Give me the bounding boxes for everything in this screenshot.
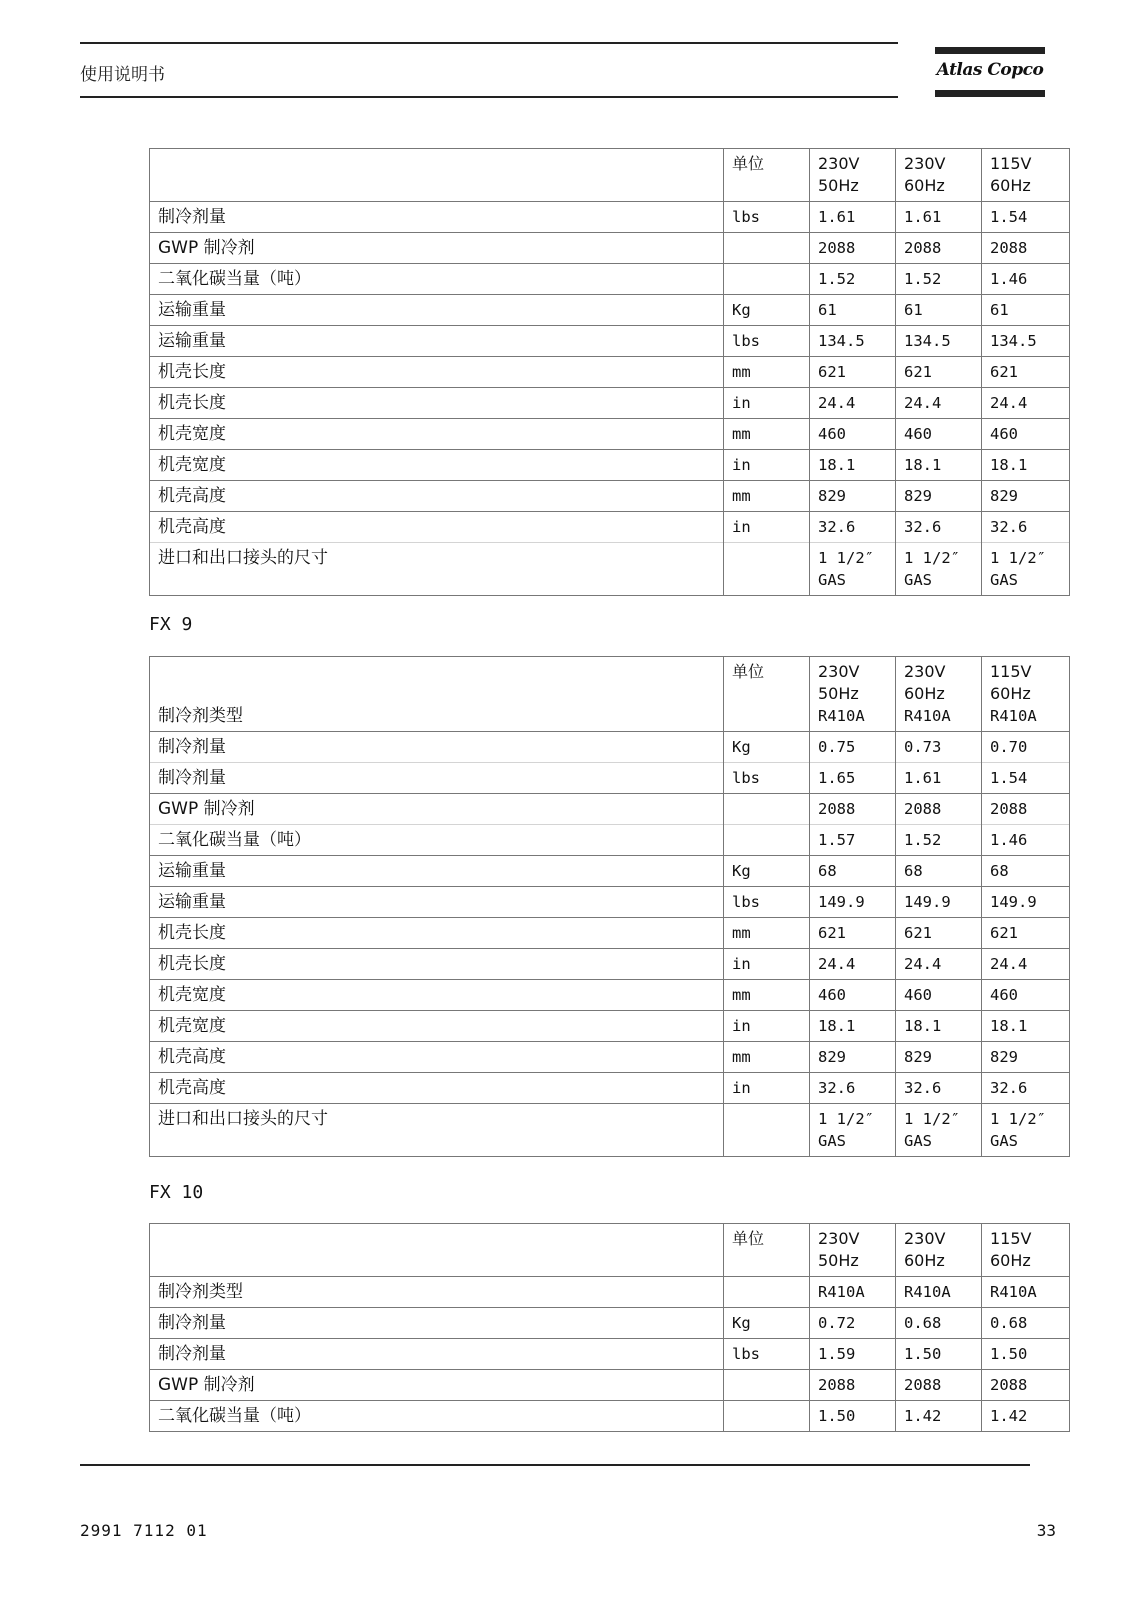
row-unit: lbs xyxy=(724,326,810,357)
atlas-copco-logo: Atlas Copco xyxy=(935,47,1045,101)
value-115v-60hz: 24.4 xyxy=(982,949,1070,980)
value-230v-60hz: 621 xyxy=(896,357,982,388)
row-label: 二氧化碳当量（吨） xyxy=(150,1401,724,1432)
value-230v-60hz: 18.1 xyxy=(896,1011,982,1042)
row-label: GWP 制冷剂 xyxy=(150,794,724,825)
document-number: 2991 7112 01 xyxy=(80,1521,208,1540)
row-label: 机壳高度 xyxy=(150,481,724,512)
row-label: 二氧化碳当量（吨） xyxy=(150,825,724,856)
row-label: 制冷剂类型 xyxy=(150,1277,724,1308)
row-unit: in xyxy=(724,1073,810,1104)
value-230v-50hz: 32.6 xyxy=(810,512,896,543)
row-label: GWP 制冷剂 xyxy=(150,1370,724,1401)
value-230v-50hz: 61 xyxy=(810,295,896,326)
table-row xyxy=(150,357,1070,388)
value-115v-60hz: 1.50 xyxy=(982,1339,1070,1370)
row-unit: Kg xyxy=(724,295,810,326)
column-header-230v-50hz: 230V 50Hz xyxy=(810,1224,896,1277)
table-row xyxy=(150,1042,1070,1073)
value-115v-60hz: 1.54 xyxy=(982,763,1070,794)
value-230v-60hz: 460 xyxy=(896,419,982,450)
row-unit: mm xyxy=(724,357,810,388)
value-230v-50hz: 1 1/2″ GAS xyxy=(810,1104,896,1157)
value-115v-60hz: 1 1/2″ GAS xyxy=(982,543,1070,596)
value-230v-60hz: 61 xyxy=(896,295,982,326)
value-230v-50hz: 2088 xyxy=(810,1370,896,1401)
row-unit: in xyxy=(724,512,810,543)
table-row xyxy=(150,1401,1070,1432)
value-230v-50hz: 460 xyxy=(810,980,896,1011)
value-230v-60hz: 2088 xyxy=(896,1370,982,1401)
table-row xyxy=(150,856,1070,887)
table-row xyxy=(150,887,1070,918)
row-unit xyxy=(724,264,810,295)
value-230v-60hz: 1.42 xyxy=(896,1401,982,1432)
value-115v-60hz: 1.54 xyxy=(982,202,1070,233)
row-label: GWP 制冷剂 xyxy=(150,233,724,264)
value-230v-50hz: 1.65 xyxy=(810,763,896,794)
value-230v-60hz: 1 1/2″ GAS xyxy=(896,543,982,596)
row-label: 进口和出口接头的尺寸 xyxy=(150,543,724,596)
column-header-230v-60hz: 230V 60Hz xyxy=(896,1224,982,1277)
value-230v-50hz: 18.1 xyxy=(810,450,896,481)
value-115v-60hz: 149.9 xyxy=(982,887,1070,918)
row-label: 制冷剂量 xyxy=(150,1339,724,1370)
row-label: 机壳长度 xyxy=(150,388,724,419)
table-row xyxy=(150,1370,1070,1401)
value-115v-60hz: 1.42 xyxy=(982,1401,1070,1432)
value-115v-60hz: 621 xyxy=(982,357,1070,388)
value-115v-60hz: 2088 xyxy=(982,794,1070,825)
row-label: 机壳宽度 xyxy=(150,980,724,1011)
row-unit: mm xyxy=(724,980,810,1011)
value-230v-60hz: 1 1/2″ GAS xyxy=(896,1104,982,1157)
row-unit: mm xyxy=(724,481,810,512)
column-header-230v-50hz: 230V 50Hz R410A xyxy=(810,657,896,732)
section-title-fx10: FX 10 xyxy=(149,1182,204,1203)
table-row xyxy=(150,1073,1070,1104)
value-230v-50hz: 460 xyxy=(810,419,896,450)
row-unit xyxy=(724,794,810,825)
value-115v-60hz: 1.46 xyxy=(982,264,1070,295)
value-230v-50hz: 829 xyxy=(810,481,896,512)
row-unit xyxy=(724,233,810,264)
value-230v-50hz: 1.59 xyxy=(810,1339,896,1370)
table-row xyxy=(150,1339,1070,1370)
value-230v-50hz: R410A xyxy=(810,1277,896,1308)
value-115v-60hz: 829 xyxy=(982,1042,1070,1073)
value-230v-60hz: 460 xyxy=(896,980,982,1011)
value-115v-60hz: 68 xyxy=(982,856,1070,887)
row-unit xyxy=(724,543,810,596)
row-label: 运输重量 xyxy=(150,856,724,887)
value-230v-60hz: R410A xyxy=(896,1277,982,1308)
value-230v-50hz: 1 1/2″ GAS xyxy=(810,543,896,596)
value-230v-50hz: 0.75 xyxy=(810,732,896,763)
row-label: 进口和出口接头的尺寸 xyxy=(150,1104,724,1157)
row-unit xyxy=(724,825,810,856)
table-row xyxy=(150,295,1070,326)
row-unit: Kg xyxy=(724,732,810,763)
row-label: 运输重量 xyxy=(150,326,724,357)
value-230v-60hz: 149.9 xyxy=(896,887,982,918)
spec-table-1 xyxy=(149,148,1070,596)
footer-rule xyxy=(80,1464,1030,1466)
table-row xyxy=(150,450,1070,481)
row-unit xyxy=(724,1104,810,1157)
value-115v-60hz: 18.1 xyxy=(982,450,1070,481)
value-115v-60hz: 829 xyxy=(982,481,1070,512)
column-header-230v-50hz: 230V 50Hz xyxy=(810,149,896,202)
value-115v-60hz: 621 xyxy=(982,918,1070,949)
row-label: 机壳高度 xyxy=(150,512,724,543)
value-230v-50hz: 621 xyxy=(810,918,896,949)
table-header-row xyxy=(150,657,1070,732)
refrigerant-type-label: 制冷剂类型 xyxy=(150,657,724,732)
value-230v-60hz: 68 xyxy=(896,856,982,887)
value-230v-50hz: 18.1 xyxy=(810,1011,896,1042)
header-blank-cell xyxy=(150,1224,724,1277)
row-unit: lbs xyxy=(724,887,810,918)
table-row xyxy=(150,949,1070,980)
table-row xyxy=(150,1104,1070,1157)
value-230v-60hz: 134.5 xyxy=(896,326,982,357)
value-115v-60hz: 2088 xyxy=(982,233,1070,264)
table-row xyxy=(150,1308,1070,1339)
value-115v-60hz: 32.6 xyxy=(982,512,1070,543)
value-115v-60hz: 24.4 xyxy=(982,388,1070,419)
row-unit: mm xyxy=(724,918,810,949)
value-230v-60hz: 0.68 xyxy=(896,1308,982,1339)
row-label: 机壳宽度 xyxy=(150,419,724,450)
row-unit xyxy=(724,1401,810,1432)
value-230v-60hz: 1.52 xyxy=(896,264,982,295)
refrigerant-type-value: R410A xyxy=(818,707,865,725)
value-230v-50hz: 1.50 xyxy=(810,1401,896,1432)
value-115v-60hz: 0.68 xyxy=(982,1308,1070,1339)
value-230v-60hz: 1.61 xyxy=(896,202,982,233)
table-header-row xyxy=(150,1224,1070,1277)
value-230v-50hz: 149.9 xyxy=(810,887,896,918)
row-unit: lbs xyxy=(724,763,810,794)
table-row xyxy=(150,264,1070,295)
table-row xyxy=(150,233,1070,264)
value-230v-60hz: 0.73 xyxy=(896,732,982,763)
row-unit: in xyxy=(724,949,810,980)
value-115v-60hz: R410A xyxy=(982,1277,1070,1308)
table-row xyxy=(150,481,1070,512)
value-230v-50hz: 0.72 xyxy=(810,1308,896,1339)
value-230v-60hz: 829 xyxy=(896,481,982,512)
value-230v-60hz: 621 xyxy=(896,918,982,949)
value-230v-60hz: 1.50 xyxy=(896,1339,982,1370)
value-230v-60hz: 2088 xyxy=(896,233,982,264)
table-row xyxy=(150,543,1070,596)
row-unit: lbs xyxy=(724,202,810,233)
value-230v-60hz: 32.6 xyxy=(896,512,982,543)
row-unit: in xyxy=(724,388,810,419)
row-unit: in xyxy=(724,1011,810,1042)
value-230v-50hz: 32.6 xyxy=(810,1073,896,1104)
refrigerant-type-value: R410A xyxy=(904,707,951,725)
spec-table-fx10 xyxy=(149,1223,1070,1432)
row-unit xyxy=(724,1277,810,1308)
row-label: 机壳高度 xyxy=(150,1073,724,1104)
value-115v-60hz: 1 1/2″ GAS xyxy=(982,1104,1070,1157)
value-230v-60hz: 24.4 xyxy=(896,388,982,419)
table-row xyxy=(150,918,1070,949)
table-row xyxy=(150,388,1070,419)
row-label: 机壳长度 xyxy=(150,357,724,388)
value-115v-60hz: 1.46 xyxy=(982,825,1070,856)
row-label: 制冷剂量 xyxy=(150,1308,724,1339)
document-title: 使用说明书 xyxy=(80,65,165,85)
row-unit: mm xyxy=(724,419,810,450)
value-115v-60hz: 0.70 xyxy=(982,732,1070,763)
column-header-230v-60hz: 230V 60Hz R410A xyxy=(896,657,982,732)
table-row xyxy=(150,512,1070,543)
value-115v-60hz: 134.5 xyxy=(982,326,1070,357)
table-row xyxy=(150,980,1070,1011)
value-230v-50hz: 1.52 xyxy=(810,264,896,295)
table-row xyxy=(150,825,1070,856)
value-230v-60hz: 2088 xyxy=(896,794,982,825)
table-row xyxy=(150,763,1070,794)
table-row xyxy=(150,1277,1070,1308)
unit-header: 单位 xyxy=(724,657,810,732)
row-label: 机壳宽度 xyxy=(150,1011,724,1042)
value-230v-50hz: 1.61 xyxy=(810,202,896,233)
value-230v-50hz: 24.4 xyxy=(810,388,896,419)
value-230v-60hz: 829 xyxy=(896,1042,982,1073)
row-label: 机壳宽度 xyxy=(150,450,724,481)
table-row xyxy=(150,202,1070,233)
row-label: 运输重量 xyxy=(150,887,724,918)
page-number: 33 xyxy=(1036,1521,1056,1540)
row-unit: lbs xyxy=(724,1339,810,1370)
row-label: 运输重量 xyxy=(150,295,724,326)
row-label: 二氧化碳当量（吨） xyxy=(150,264,724,295)
table-row xyxy=(150,794,1070,825)
value-115v-60hz: 32.6 xyxy=(982,1073,1070,1104)
value-230v-60hz: 24.4 xyxy=(896,949,982,980)
value-230v-60hz: 18.1 xyxy=(896,450,982,481)
header-top-rule xyxy=(80,42,898,44)
row-unit xyxy=(724,1370,810,1401)
row-label: 机壳长度 xyxy=(150,918,724,949)
value-230v-50hz: 134.5 xyxy=(810,326,896,357)
table-header-row xyxy=(150,149,1070,202)
table-row xyxy=(150,732,1070,763)
table-row xyxy=(150,1011,1070,1042)
row-label: 机壳长度 xyxy=(150,949,724,980)
value-230v-60hz: 32.6 xyxy=(896,1073,982,1104)
value-115v-60hz: 460 xyxy=(982,980,1070,1011)
value-115v-60hz: 18.1 xyxy=(982,1011,1070,1042)
row-label: 制冷剂量 xyxy=(150,202,724,233)
section-title-fx9: FX 9 xyxy=(149,614,193,635)
value-115v-60hz: 61 xyxy=(982,295,1070,326)
value-115v-60hz: 460 xyxy=(982,419,1070,450)
value-230v-50hz: 1.57 xyxy=(810,825,896,856)
header-blank-cell xyxy=(150,149,724,202)
value-230v-50hz: 24.4 xyxy=(810,949,896,980)
unit-header: 单位 xyxy=(724,1224,810,1277)
row-label: 制冷剂量 xyxy=(150,732,724,763)
value-230v-50hz: 829 xyxy=(810,1042,896,1073)
row-label: 机壳高度 xyxy=(150,1042,724,1073)
column-header-115v-60hz: 115V 60Hz xyxy=(982,1224,1070,1277)
refrigerant-type-value: R410A xyxy=(990,707,1037,725)
value-230v-60hz: 1.61 xyxy=(896,763,982,794)
row-unit: mm xyxy=(724,1042,810,1073)
value-230v-50hz: 68 xyxy=(810,856,896,887)
column-header-230v-60hz: 230V 60Hz xyxy=(896,149,982,202)
column-header-115v-60hz: 115V 60Hz R410A xyxy=(982,657,1070,732)
value-115v-60hz: 2088 xyxy=(982,1370,1070,1401)
value-230v-50hz: 2088 xyxy=(810,233,896,264)
table-row xyxy=(150,419,1070,450)
header-bottom-rule xyxy=(80,96,898,98)
table-row xyxy=(150,326,1070,357)
column-header-115v-60hz: 115V 60Hz xyxy=(982,149,1070,202)
row-unit: Kg xyxy=(724,856,810,887)
value-230v-60hz: 1.52 xyxy=(896,825,982,856)
value-230v-50hz: 621 xyxy=(810,357,896,388)
unit-header: 单位 xyxy=(724,149,810,202)
spec-table-fx9 xyxy=(149,656,1070,1157)
row-label: 制冷剂量 xyxy=(150,763,724,794)
row-unit: Kg xyxy=(724,1308,810,1339)
row-unit: in xyxy=(724,450,810,481)
value-230v-50hz: 2088 xyxy=(810,794,896,825)
